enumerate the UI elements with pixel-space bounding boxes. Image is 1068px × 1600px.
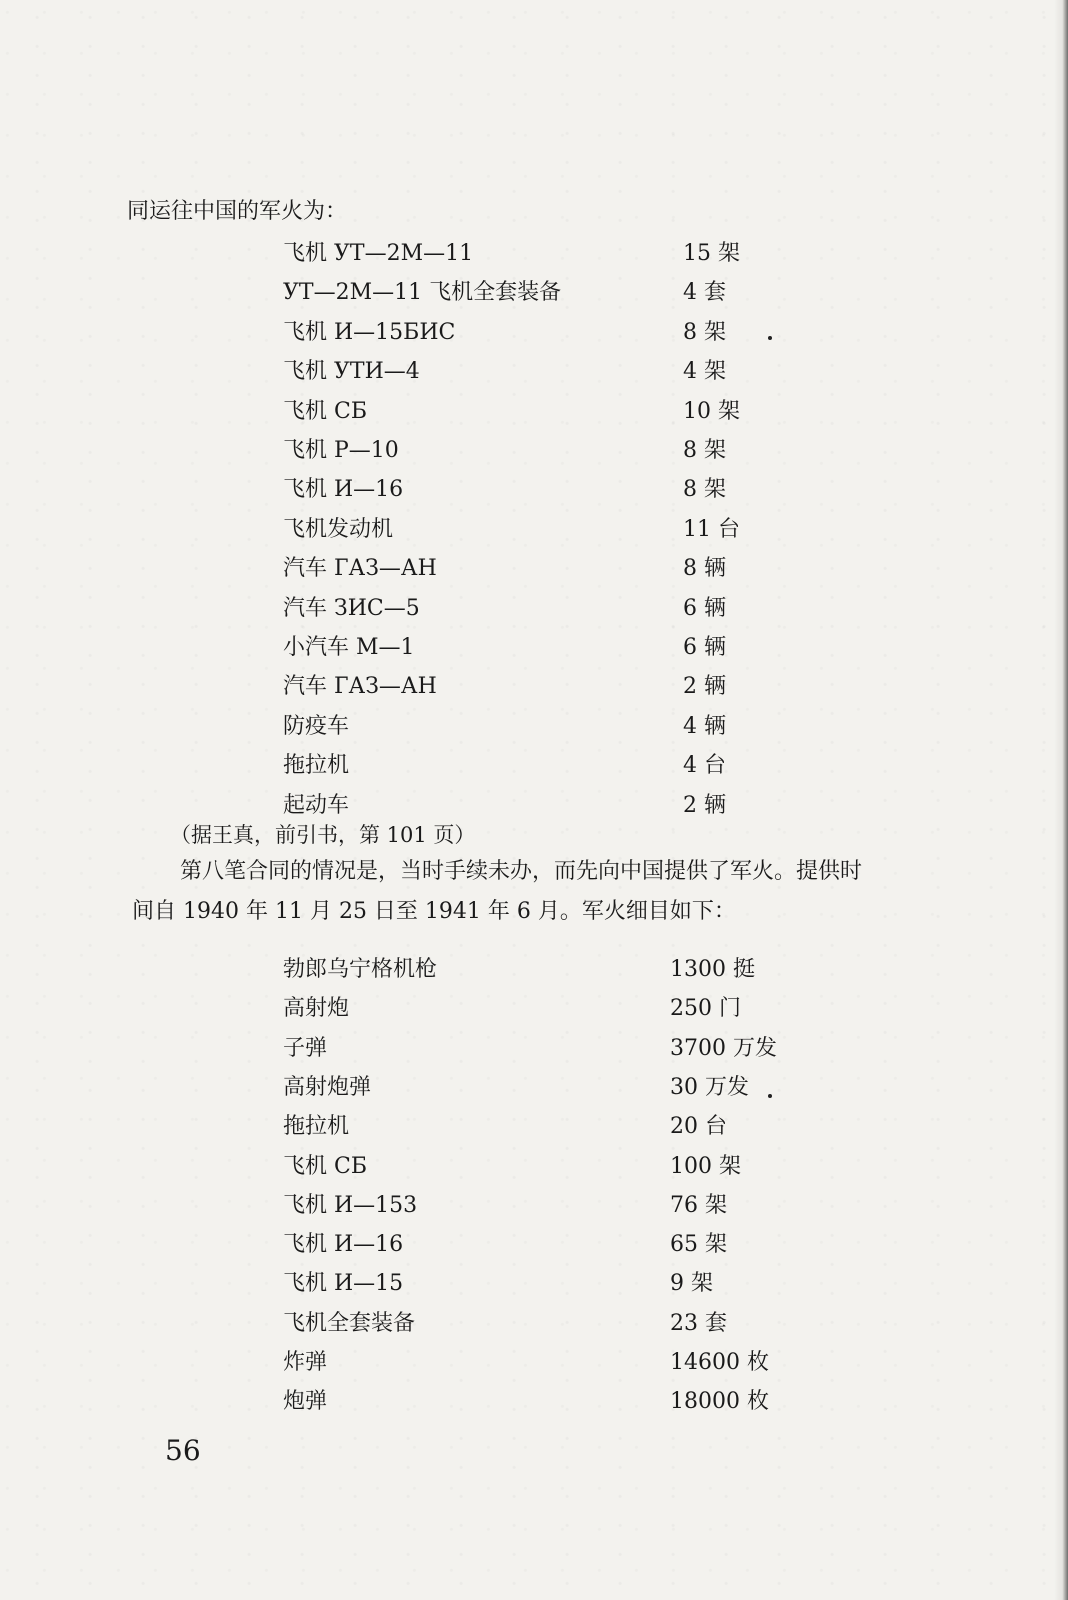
item-quantity: 30 万发 [670, 1074, 749, 1100]
item-name: 飞机全套装备 [283, 1310, 416, 1336]
item-name: 飞机 И—15 [283, 1271, 404, 1297]
list-item [0, 435, 1068, 467]
list-item [0, 514, 1068, 546]
item-quantity: 10 架 [683, 398, 740, 424]
list-item [0, 1268, 1068, 1300]
item-name: 飞机 Р—10 [283, 438, 399, 463]
item-name: 防疫车 [283, 713, 350, 739]
item-name: 勃郎乌宁格机枪 [283, 957, 438, 982]
item-name: 飞机 И—16 [283, 477, 404, 503]
list-item [0, 750, 1068, 782]
item-name: 拖拉机 [283, 753, 350, 779]
list-item [0, 632, 1068, 664]
list-item [0, 1347, 1068, 1379]
list-item [0, 1229, 1068, 1261]
item-name: 飞机 СБ [283, 1153, 367, 1179]
item-quantity: 65 架 [670, 1232, 727, 1258]
list-item [0, 711, 1068, 743]
item-name: 汽车 ГАЗ—АН [283, 674, 437, 700]
item-name: 炮弹 [283, 1389, 328, 1415]
item-quantity: 15 架 [683, 241, 740, 266]
item-quantity: 76 架 [670, 1192, 727, 1218]
list-item [0, 317, 1068, 349]
list-item [0, 790, 1068, 822]
paragraph-line-2: 间自 1940 年 11 月 25 日至 1941 年 6 月。军火细目如下： [132, 899, 736, 924]
print-speck [768, 336, 772, 340]
list-item [0, 1308, 1068, 1340]
list-item [0, 553, 1068, 585]
item-name: 飞机发动机 [283, 516, 394, 542]
item-quantity: 20 台 [670, 1114, 727, 1140]
item-name: 飞机 И—15БИС [283, 319, 456, 345]
print-speck [768, 1094, 772, 1098]
item-quantity: 2 辆 [683, 792, 726, 818]
list-item [0, 1072, 1068, 1104]
item-quantity: 11 台 [683, 516, 740, 542]
item-name: 高射炮 [283, 996, 350, 1022]
item-quantity: 4 台 [683, 753, 726, 779]
item-quantity: 6 辆 [683, 595, 726, 621]
item-quantity: 4 架 [683, 359, 726, 385]
item-name: 炸弹 [283, 1350, 328, 1375]
item-name: 小汽车 М—1 [283, 635, 415, 660]
list-item [0, 671, 1068, 703]
item-quantity: 14600 枚 [670, 1350, 769, 1375]
list-item [0, 593, 1068, 625]
item-quantity: 100 架 [670, 1153, 741, 1179]
item-quantity: 9 架 [670, 1271, 713, 1297]
item-quantity: 1300 挺 [670, 957, 755, 982]
item-quantity: 4 辆 [683, 713, 726, 739]
item-name: 飞机 И—16 [283, 1232, 404, 1258]
item-quantity: 2 辆 [683, 674, 726, 700]
item-name: 起动车 [283, 792, 350, 818]
paragraph-line-1: 第八笔合同的情况是，当时手续未办，而先向中国提供了军火。提供时 [180, 859, 863, 884]
list-item [0, 474, 1068, 506]
list-item [0, 238, 1068, 270]
page-number: 56 [165, 1434, 201, 1467]
item-name: 拖拉机 [283, 1114, 350, 1140]
item-quantity: 18000 枚 [670, 1389, 769, 1415]
list-item [0, 1151, 1068, 1183]
list-item [0, 954, 1068, 986]
item-quantity: 6 辆 [683, 635, 726, 660]
source-note: （据王真，前引书，第 101 页） [170, 823, 476, 847]
item-name: 飞机 И—153 [283, 1192, 418, 1218]
item-name: 高射炮弹 [283, 1074, 372, 1100]
list-item [0, 396, 1068, 428]
list-item [0, 1111, 1068, 1143]
item-quantity: 3700 万发 [670, 1035, 777, 1061]
item-quantity: 8 架 [683, 438, 726, 463]
list-item [0, 1033, 1068, 1065]
item-quantity: 4 套 [683, 280, 726, 306]
item-quantity: 23 套 [670, 1310, 727, 1336]
item-name: 汽车 ЗИС—5 [283, 595, 420, 621]
item-name: 飞机 УТИ—4 [283, 359, 420, 385]
item-quantity: 8 辆 [683, 556, 726, 582]
item-name: УТ—2М—11 飞机全套装备 [283, 280, 562, 306]
item-quantity: 250 门 [670, 996, 741, 1022]
list-item [0, 356, 1068, 388]
item-quantity: 8 架 [683, 477, 726, 503]
list-item [0, 993, 1068, 1025]
item-name: 飞机 УТ—2М—11 [283, 241, 474, 266]
list-item [0, 1190, 1068, 1222]
item-name: 子弹 [283, 1035, 328, 1061]
item-quantity: 8 架 [683, 319, 726, 345]
list-item [0, 277, 1068, 309]
list-item [0, 1386, 1068, 1418]
intro-line: 同运往中国的军火为： [127, 199, 348, 224]
item-name: 汽车 ГАЗ—АН [283, 556, 437, 582]
item-name: 飞机 СБ [283, 398, 367, 424]
